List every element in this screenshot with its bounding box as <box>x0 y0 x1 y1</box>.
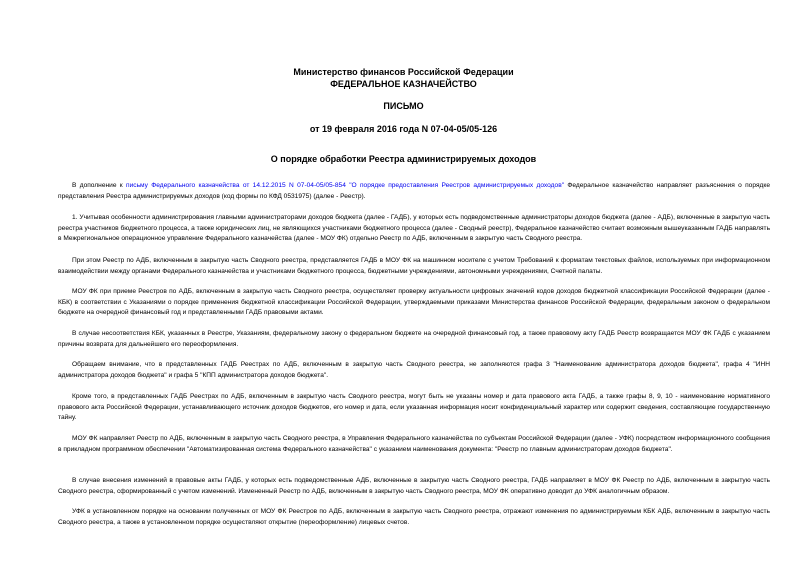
paragraph-7: МОУ ФК направляет Реестр по АДБ, включенным в закрытую часть Сводного реестра, в Управления Федерального казначейства по субъектам Российской Федерации (далее - УФК) посредством информационного сообщения в прикладном программном обеспечении "Автоматизированная система Федерального казначейства" с указанием наименования документа: "Реестр по главным администраторам доходов бюджета". <box>58 435 770 453</box>
referenced-letter-link[interactable]: письму Федерального казначейства от 14.12.2015 N 07-04-05/05-854 "О порядке предоставления Реестров администрируемых доходов" <box>126 182 565 189</box>
paragraph-8: В случае внесения изменений в правовые акты ГАДБ, у которых есть подведомственные АДБ, включенные в закрытую часть Сводного реестра, ГАДБ направляет в МОУ ФК Реестр по АДБ, включенным в закрытую часть Сводного реестра, сформированный с учетом изменений. Измененный Реестр по АДБ, включенным в закрытую часть Сводного реестра, МОУ ФК оперативно доводит до УФК аналогичным образом. <box>58 477 770 495</box>
ministry-heading: Министерство финансов Российской Федерации <box>293 67 514 77</box>
intro-text-before: В дополнение к <box>72 182 127 189</box>
document-type: ПИСЬМО <box>383 101 424 111</box>
paragraph-3: МОУ ФК при приеме Реестров по АДБ, включенным в закрытую часть Сводного реестра, осуществляет проверку актуальности цифровых значений кодов доходов бюджетной классификации Российской Федерации (далее - КБК) в соответствии с Указаниями о порядке применения бюджетной классификации Российской Федерации, утверждаемыми приказами Министерства финансов Российской Федерации, федеральным законом о федеральном бюджете на очередной финансовый год и представленными ГАДБ правовыми актами. <box>58 288 770 317</box>
document-date-number: от 19 февраля 2016 года N 07-04-05/05-126 <box>309 124 498 134</box>
paragraph-4: В случае несоответствия КБК, указанных в Реестре, Указаниям, федеральному закону о федеральном бюджете на очередной финансовый год, а также правовому акту ГАДБ Реестр возвращается МОУ ФК ГАДБ с указанием причины возврата для дальнейшего его переоформления. <box>58 330 770 348</box>
paragraph-1: 1. Учитывая особенности администрирования главными администраторами доходов бюджета (далее - ГАДБ), у которых есть подведомственные администраторы доходов бюджета (далее - АДБ), включенные в закрытую часть реестра участников бюджетного процесса, а также юридических лиц, не являющихся участниками бюджетного процесса (далее - Сводный реестр), Федеральное казначейство считает возможным вышеуказанным ГАДБ направлять в Межрегиональное операционное управление Федерального казначейства (далее - МОУ ФК) отдельно Реестр по АДБ, включенным в закрытую часть Сводного реестра. <box>58 214 770 243</box>
intro-paragraph <box>58 181 770 203</box>
intro-text-after: Федеральное казначейство направляет разъяснения о порядке представления Реестра администрируемых доходов (код формы по КФД 0531975) (далее - Реестр). <box>58 182 770 200</box>
paragraph-6: Кроме того, в представленных ГАДБ Реестрах по АДБ, включенным в закрытую часть Сводного реестра, могут быть не указаны номер и дата правового акта ГАДБ, а также графы 8, 9, 10 - наименование нормативного правового акта Российской Федерации, устанавливающего источник доходов бюджетов, его номер и дата, если указанная информация носит конфиденциальный характер или содержит сведения, составляющие государственную тайну. <box>58 393 770 422</box>
paragraph-5: Обращаем внимание, что в представленных ГАДБ Реестрах по АДБ, включенным в закрытую часть Сводного реестра, не заполняются графа 3 "Наименование администратора доходов бюджета", графа 4 "ИНН администратора доходов бюджета" и графа 5 "КПП администратора доходов бюджета". <box>58 361 770 379</box>
agency-heading: ФЕДЕРАЛЬНОЕ КАЗНАЧЕЙСТВО <box>330 79 477 89</box>
paragraph-2: При этом Реестр по АДБ, включенным в закрытую часть Сводного реестра, представляется ГАДБ в МОУ ФК на машинном носителе с учетом Требований к форматам текстовых файлов, используемых при информационном взаимодействии между органами Федерального казначейства и участниками бюджетного процесса, бюджетными учреждениями, автономными учреждениями, Счетной палаты. <box>58 257 770 275</box>
paragraph-9: УФК в установленном порядке на основании полученных от МОУ ФК Реестров по АДБ, включенным в закрытую часть Сводного реестра, отражают изменения по администрируемым КБК АДБ, включенным в закрытую часть Сводного реестра, а также в установленном порядке осуществляют открытие (переоформление) лицевых счетов. <box>58 508 770 526</box>
document-subject: О порядке обработки Реестра администрируемых доходов <box>270 154 537 164</box>
